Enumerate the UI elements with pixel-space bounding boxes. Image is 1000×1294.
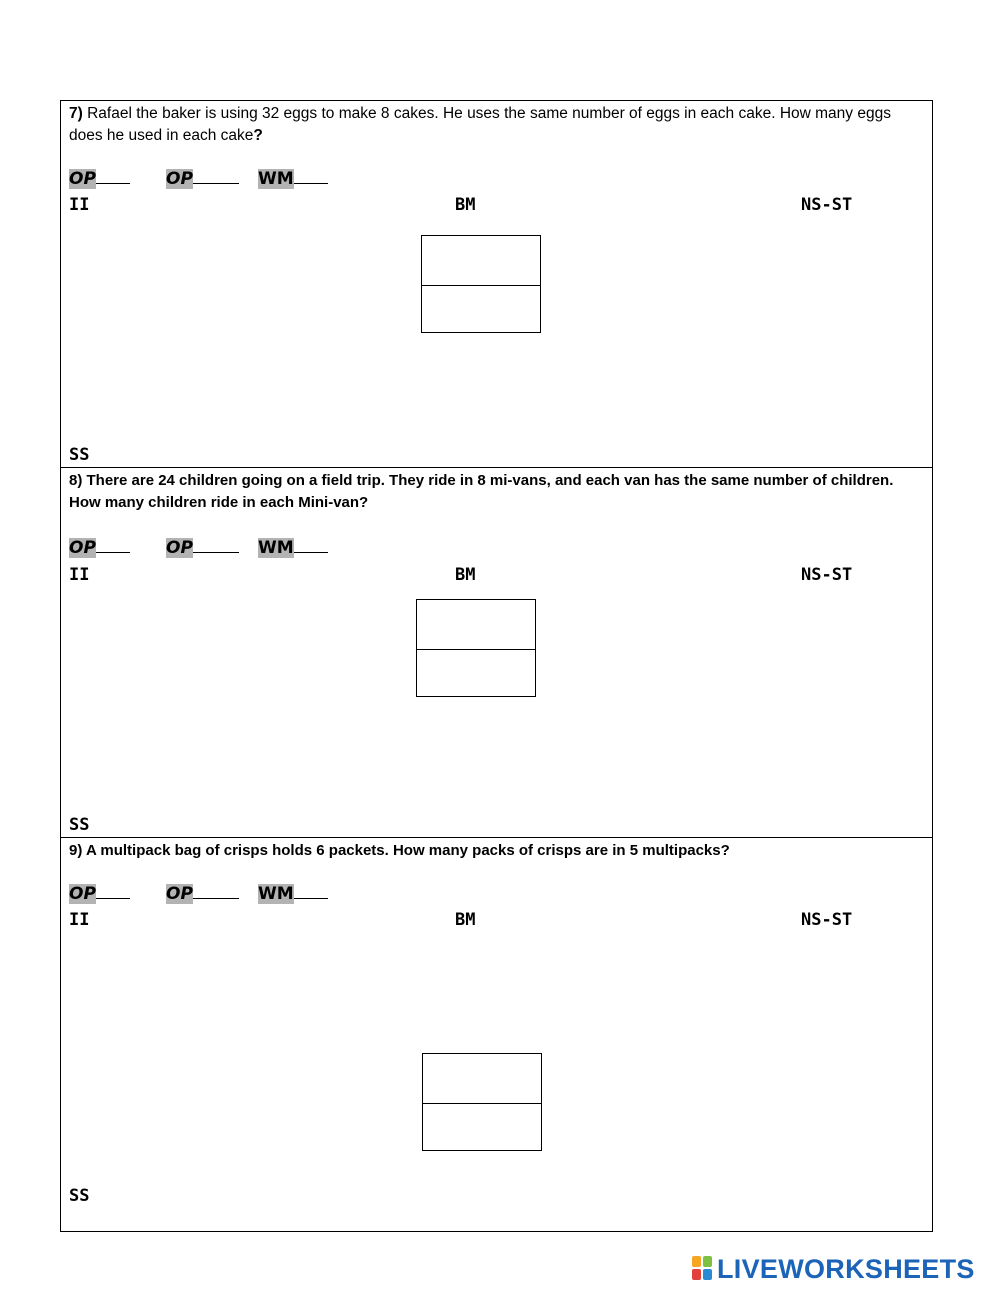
worksheet [60, 100, 933, 1232]
ss-label: SS [69, 445, 90, 465]
wm-blank[interactable] [294, 169, 328, 184]
ss-label: SS [69, 1186, 90, 1206]
bar-divider [422, 285, 540, 286]
bar-divider [417, 649, 535, 650]
op-blank[interactable] [96, 538, 130, 553]
ii-label: II [69, 910, 90, 930]
problem-9 [61, 838, 932, 1233]
op-label: OP [166, 884, 193, 904]
bm-label: BM [455, 565, 476, 585]
ss-label: SS [69, 815, 90, 835]
bar-model-box[interactable] [422, 1053, 542, 1151]
question-text: 7) Rafael the baker is using 32 eggs to make 8 cakes. He uses the same number of eggs in each cake. How many eggs does he used in each cake? [69, 105, 891, 144]
logo-badge-icon [692, 1256, 714, 1282]
bar-model-box[interactable] [416, 599, 536, 697]
op-blank[interactable] [193, 538, 239, 553]
wm-label: WM [258, 538, 294, 558]
question-text: 8) There are 24 children going on a field trip. They ride in 8 mi-vans, and each van has the same number of children. How many children ride in each Mini-van? [69, 472, 894, 511]
ns-st-label: NS-ST [801, 910, 853, 930]
op-label: OP [166, 169, 193, 189]
ii-label: II [69, 195, 90, 215]
ns-st-label: NS-ST [801, 195, 853, 215]
question-text: 9) A multipack bag of crisps holds 6 packets. How many packs of crisps are in 5 multipacks? [69, 842, 730, 859]
wm-blank[interactable] [294, 538, 328, 553]
problem-7 [61, 101, 932, 468]
wm-blank[interactable] [294, 884, 328, 899]
ns-st-label: NS-ST [801, 565, 853, 585]
logo-text: LIVEWORKSHEETS [717, 1253, 975, 1284]
liveworksheets-logo[interactable] [692, 1254, 975, 1284]
bm-label: BM [455, 195, 476, 215]
op-blank[interactable] [96, 884, 130, 899]
bm-label: BM [455, 910, 476, 930]
bar-model-box[interactable] [421, 235, 541, 333]
op-label: OP [69, 169, 96, 189]
op-blank[interactable] [96, 169, 130, 184]
problem-8 [61, 468, 932, 838]
bar-divider [423, 1103, 541, 1104]
op-label: OP [69, 538, 96, 558]
wm-label: WM [258, 884, 294, 904]
ii-label: II [69, 565, 90, 585]
op-blank[interactable] [193, 884, 239, 899]
op-blank[interactable] [193, 169, 239, 184]
op-label: OP [69, 884, 96, 904]
op-label: OP [166, 538, 193, 558]
wm-label: WM [258, 169, 294, 189]
